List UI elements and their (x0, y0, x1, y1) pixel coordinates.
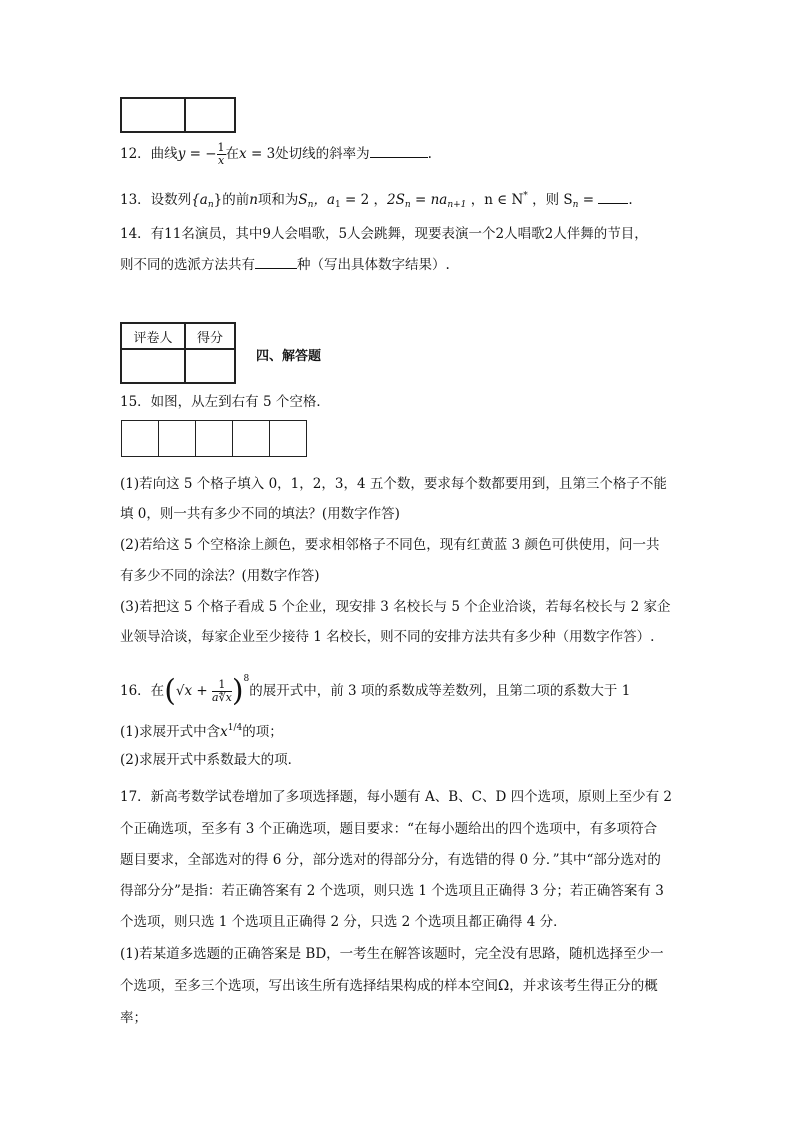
q12-number: 12．曲线 (120, 146, 178, 162)
q15-p3-line2: 业领导洽谈，每家企业至少接待 1 名校长，则不同的安排方法共有多少种（用数字作答）. (120, 629, 655, 645)
q12-frac-num: 1 (217, 141, 225, 154)
q13-sn-sub: n (307, 200, 314, 210)
q12-frac-den: x (217, 154, 225, 167)
q12-var-y: y (177, 146, 186, 162)
q14-answer-blank[interactable] (255, 268, 297, 269)
q17-line3: 题目要求，全部选对的得 6 分，部分选对的得部分分，有选错的得 0 分．”其中“部分选对的 (120, 852, 661, 868)
q13-seq: {a (191, 192, 208, 208)
q13-a1-sub: 1 (335, 200, 341, 210)
q16-p1-x: x (220, 724, 228, 740)
question-16 (120, 664, 630, 707)
q12-op: = − (185, 146, 217, 162)
q13-a1: ，a (313, 192, 336, 208)
score-box-header-grader: 评卷人 (121, 323, 185, 349)
q13-eq2-mid: = na (410, 192, 448, 208)
q13-answer-blank[interactable] (598, 203, 628, 204)
q17-line4: 得部分分”是指：若正确答案有 2 个选项，则只选 1 个选项且正确得 3 分；若正确答案有 3 (120, 883, 664, 899)
q16-part1 (120, 718, 283, 742)
q16-paren-close: ) (231, 673, 244, 709)
q13-part1: 的前 (222, 192, 250, 208)
question-14-line2 (120, 255, 450, 275)
q16-fraction (212, 679, 232, 704)
q13-eq2-sub2: n+1 (447, 200, 467, 210)
q16-frac-num: 1 (212, 679, 232, 692)
question-15-intro: 15．如图，从左到右有 5 个空格． (120, 394, 330, 410)
q15-cells-row (121, 420, 307, 457)
score-box (120, 322, 236, 384)
q13-seq-close: } (213, 192, 223, 208)
q16-plus: + (192, 683, 213, 699)
score-box-header-score: 得分 (185, 323, 235, 349)
q13-eq2-sub: n (404, 200, 411, 210)
q13-then-sub: n (572, 200, 579, 210)
q13-n: n (249, 192, 258, 208)
q16-number: 16．在 (120, 683, 165, 699)
q15-cell (122, 421, 159, 457)
q13-cond-sup: * (523, 191, 528, 201)
q13-sn: S (298, 192, 308, 208)
q17-line5: 个选项，则只选 1 个选项且正确得 2 分，只选 2 个选项且都正确得 4 分． (120, 914, 567, 930)
question-14-line1: 14．有11名演员，其中9人会唱歌，5人会跳舞，现要表演一个2人唱歌2人伴舞的节目， (120, 226, 648, 242)
q13-seq-sub: n (207, 200, 214, 210)
q12-var-x: x (239, 146, 247, 162)
q13-then-eq: = (578, 192, 599, 208)
q15-cell (270, 421, 307, 457)
q14-post: 种（写出具体数字结果）. (297, 257, 450, 273)
q16-p1-pre: (1)求展开式中含 (120, 724, 221, 740)
q17-p1-line3: 率； (120, 1010, 147, 1026)
score-box-cell (121, 349, 185, 383)
q17-p1-line1: (1)若某道多选题的正确答案是 BD，一考生在解答该题时，完全没有思路，随机选择至少一 (120, 946, 664, 962)
q13-then: ，则 S (527, 192, 573, 208)
question-13 (120, 186, 633, 215)
q15-p2-line2: 有多少不同的涂法？(用数字作答) (120, 568, 320, 584)
q16-tail: 的展开式中，前 3 项的系数成等差数列，且第二项的系数大于 1 (249, 683, 631, 699)
q12-end: . (427, 146, 432, 162)
q16-sqrt-x: √x (175, 683, 193, 699)
q12-xval: = 3 (246, 146, 276, 162)
q13-cond: ，n ∈ N (466, 192, 524, 208)
q16-frac-den: a∜x (212, 691, 232, 704)
q12-answer-blank[interactable] (370, 157, 428, 158)
q17-line2: 个正确选项，至多有 3 个正确选项，题目要求：“在每小题给出的四个选项中，有多项符合 (120, 821, 658, 837)
q15-p1-line2: 填 0，则一共有多少不同的填法？(用数字作答) (120, 506, 400, 522)
q16-p1-post: 的项； (242, 724, 283, 740)
q13-number: 13．设数列 (120, 192, 192, 208)
q17-p1-line2: 个选项，至多三个选项，写出该生所有选择结果构成的样本空间Ω，并求该考生得正分的概 (120, 978, 658, 994)
q12-mid: 在 (225, 146, 240, 162)
q13-eq2: 2S (387, 192, 405, 208)
top-score-box (120, 97, 236, 133)
q12-fraction (217, 142, 226, 167)
q15-p1-line1: (1)若向这 5 个格子填入 0，1，2，3，4 五个数，要求每个数都要用到，且第三个格子不能 (120, 476, 667, 492)
q16-part2: (2)求展开式中系数最大的项． (120, 752, 302, 768)
q16-exponent: 8 (243, 674, 250, 684)
top-box-cell (185, 98, 235, 132)
q15-cell (196, 421, 233, 457)
q15-p2-line1: (2)若给这 5 个空格涂上颜色，要求相邻格子不同色，现有红黄蓝 3 颜色可供使用，问一共 (120, 537, 660, 553)
q17-line1: 17．新高考数学试卷增加了多项选择题，每小题有 A、B、C、D 四个选项，原则上至少有 2 (120, 789, 672, 805)
q13-part2: 项和为 (257, 192, 299, 208)
q14-pre: 则不同的选派方法共有 (120, 257, 255, 273)
q13-end: . (628, 192, 633, 208)
q15-cell (159, 421, 196, 457)
q12-tail: 处切线的斜率为 (275, 146, 370, 162)
q16-p1-exp: 1/4 (227, 723, 243, 733)
q15-cell (233, 421, 270, 457)
score-box-cell (185, 349, 235, 383)
q13-a1-val: = 2 ， (340, 192, 388, 208)
section-title: 四、解答题 (256, 349, 322, 364)
q16-paren-open: ( (164, 673, 176, 709)
question-12 (120, 142, 432, 167)
top-box-cell (121, 98, 185, 132)
q15-p3-line1: (3)若把这 5 个格子看成 5 个企业，现安排 3 名校长与 5 个企业洽谈，若每名校长与 2 家企 (120, 599, 671, 615)
